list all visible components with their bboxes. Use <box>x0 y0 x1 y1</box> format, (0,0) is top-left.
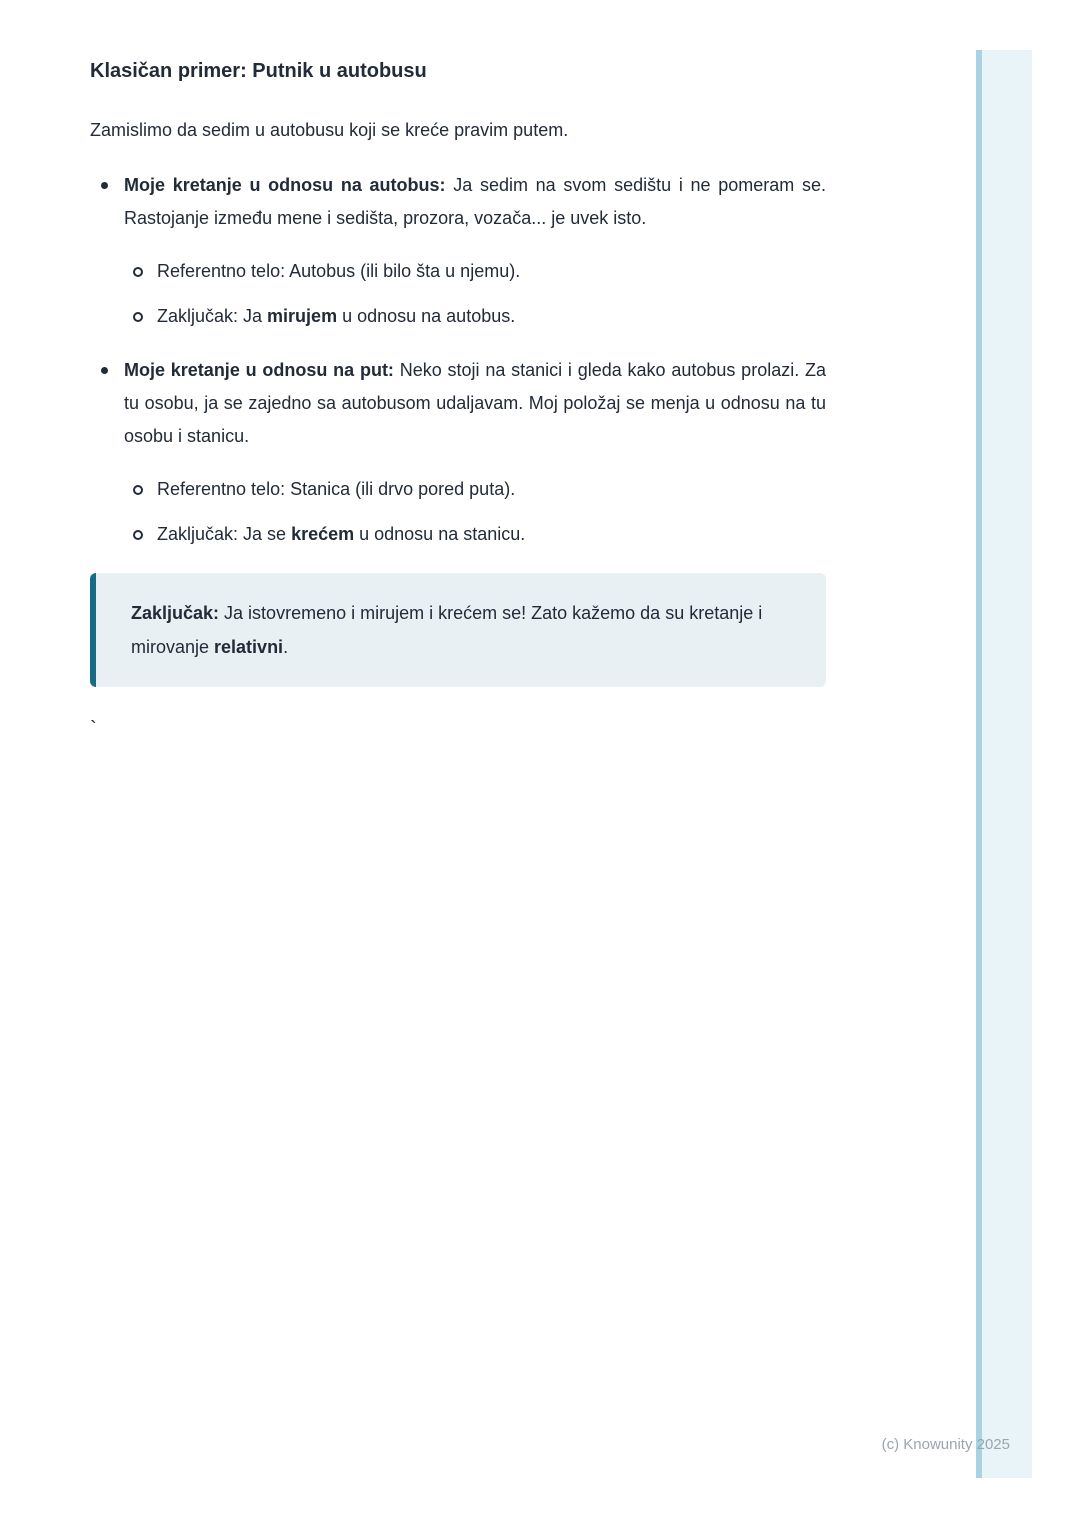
bullet-lead: Moje kretanje u odnosu na autobus: <box>124 175 446 195</box>
sub-bullet-bold: krećem <box>291 524 355 544</box>
sub-bullet-list <box>124 473 826 551</box>
sub-bullet-text: Zaključak: Ja se <box>157 524 292 544</box>
sub-bullet-text-post: u odnosu na stanicu. <box>354 524 526 544</box>
sub-bullet-text: Referentno telo: Autobus (ili bilo šta u njemu). <box>157 261 521 281</box>
conclusion-callout-box <box>90 573 826 687</box>
sub-bullet-text: Referentno telo: Stanica (ili drvo pored puta). <box>157 479 516 499</box>
sub-bullet-text-post: u odnosu na autobus. <box>337 306 516 326</box>
sub-bullet-list <box>124 255 826 333</box>
document-content <box>90 57 826 739</box>
bullet-text: Ja sedim na svom sedištu i ne pomeram se. Rastojanje između mene i sedišta, prozora, vozača... je uvek isto. <box>124 175 826 228</box>
bullet-item-road <box>90 354 826 551</box>
bullet-text: Neko stoji na stanici i gleda kako autobus prolazi. Za tu osobu, ja se zajedno sa autobusom udaljavam. Moj položaj se menja u odnosu na tu osobu i stanicu. <box>124 360 827 446</box>
callout-text: Ja istovremeno i mirujem i krećem se! Zato kažemo da su kretanje i mirovanje <box>131 603 763 657</box>
callout-text-post: . <box>283 637 289 657</box>
callout-bold: relativni <box>214 637 284 657</box>
stray-backtick: ` <box>90 718 97 740</box>
intro-paragraph: Zamislimo da sedim u autobusu koji se kreće pravim putem. <box>90 120 569 140</box>
sub-bullet-bold: mirujem <box>267 306 338 326</box>
sub-bullet-text: Zaključak: Ja <box>157 306 268 326</box>
sub-bullet-reference-body <box>124 255 826 288</box>
sub-bullet-conclusion <box>124 300 826 333</box>
bullet-item-bus <box>90 169 826 333</box>
sub-bullet-conclusion <box>124 518 826 551</box>
sub-bullet-reference-body <box>124 473 826 506</box>
footer-copyright: (c) Knowunity 2025 <box>881 1436 1010 1453</box>
bullet-list <box>90 169 826 551</box>
page-title: Klasičan primer: Putnik u autobusu <box>90 60 427 82</box>
bullet-lead: Moje kretanje u odnosu na put: <box>124 360 394 380</box>
page-side-stripe <box>976 50 1032 1478</box>
callout-lead: Zaključak: <box>131 603 220 623</box>
